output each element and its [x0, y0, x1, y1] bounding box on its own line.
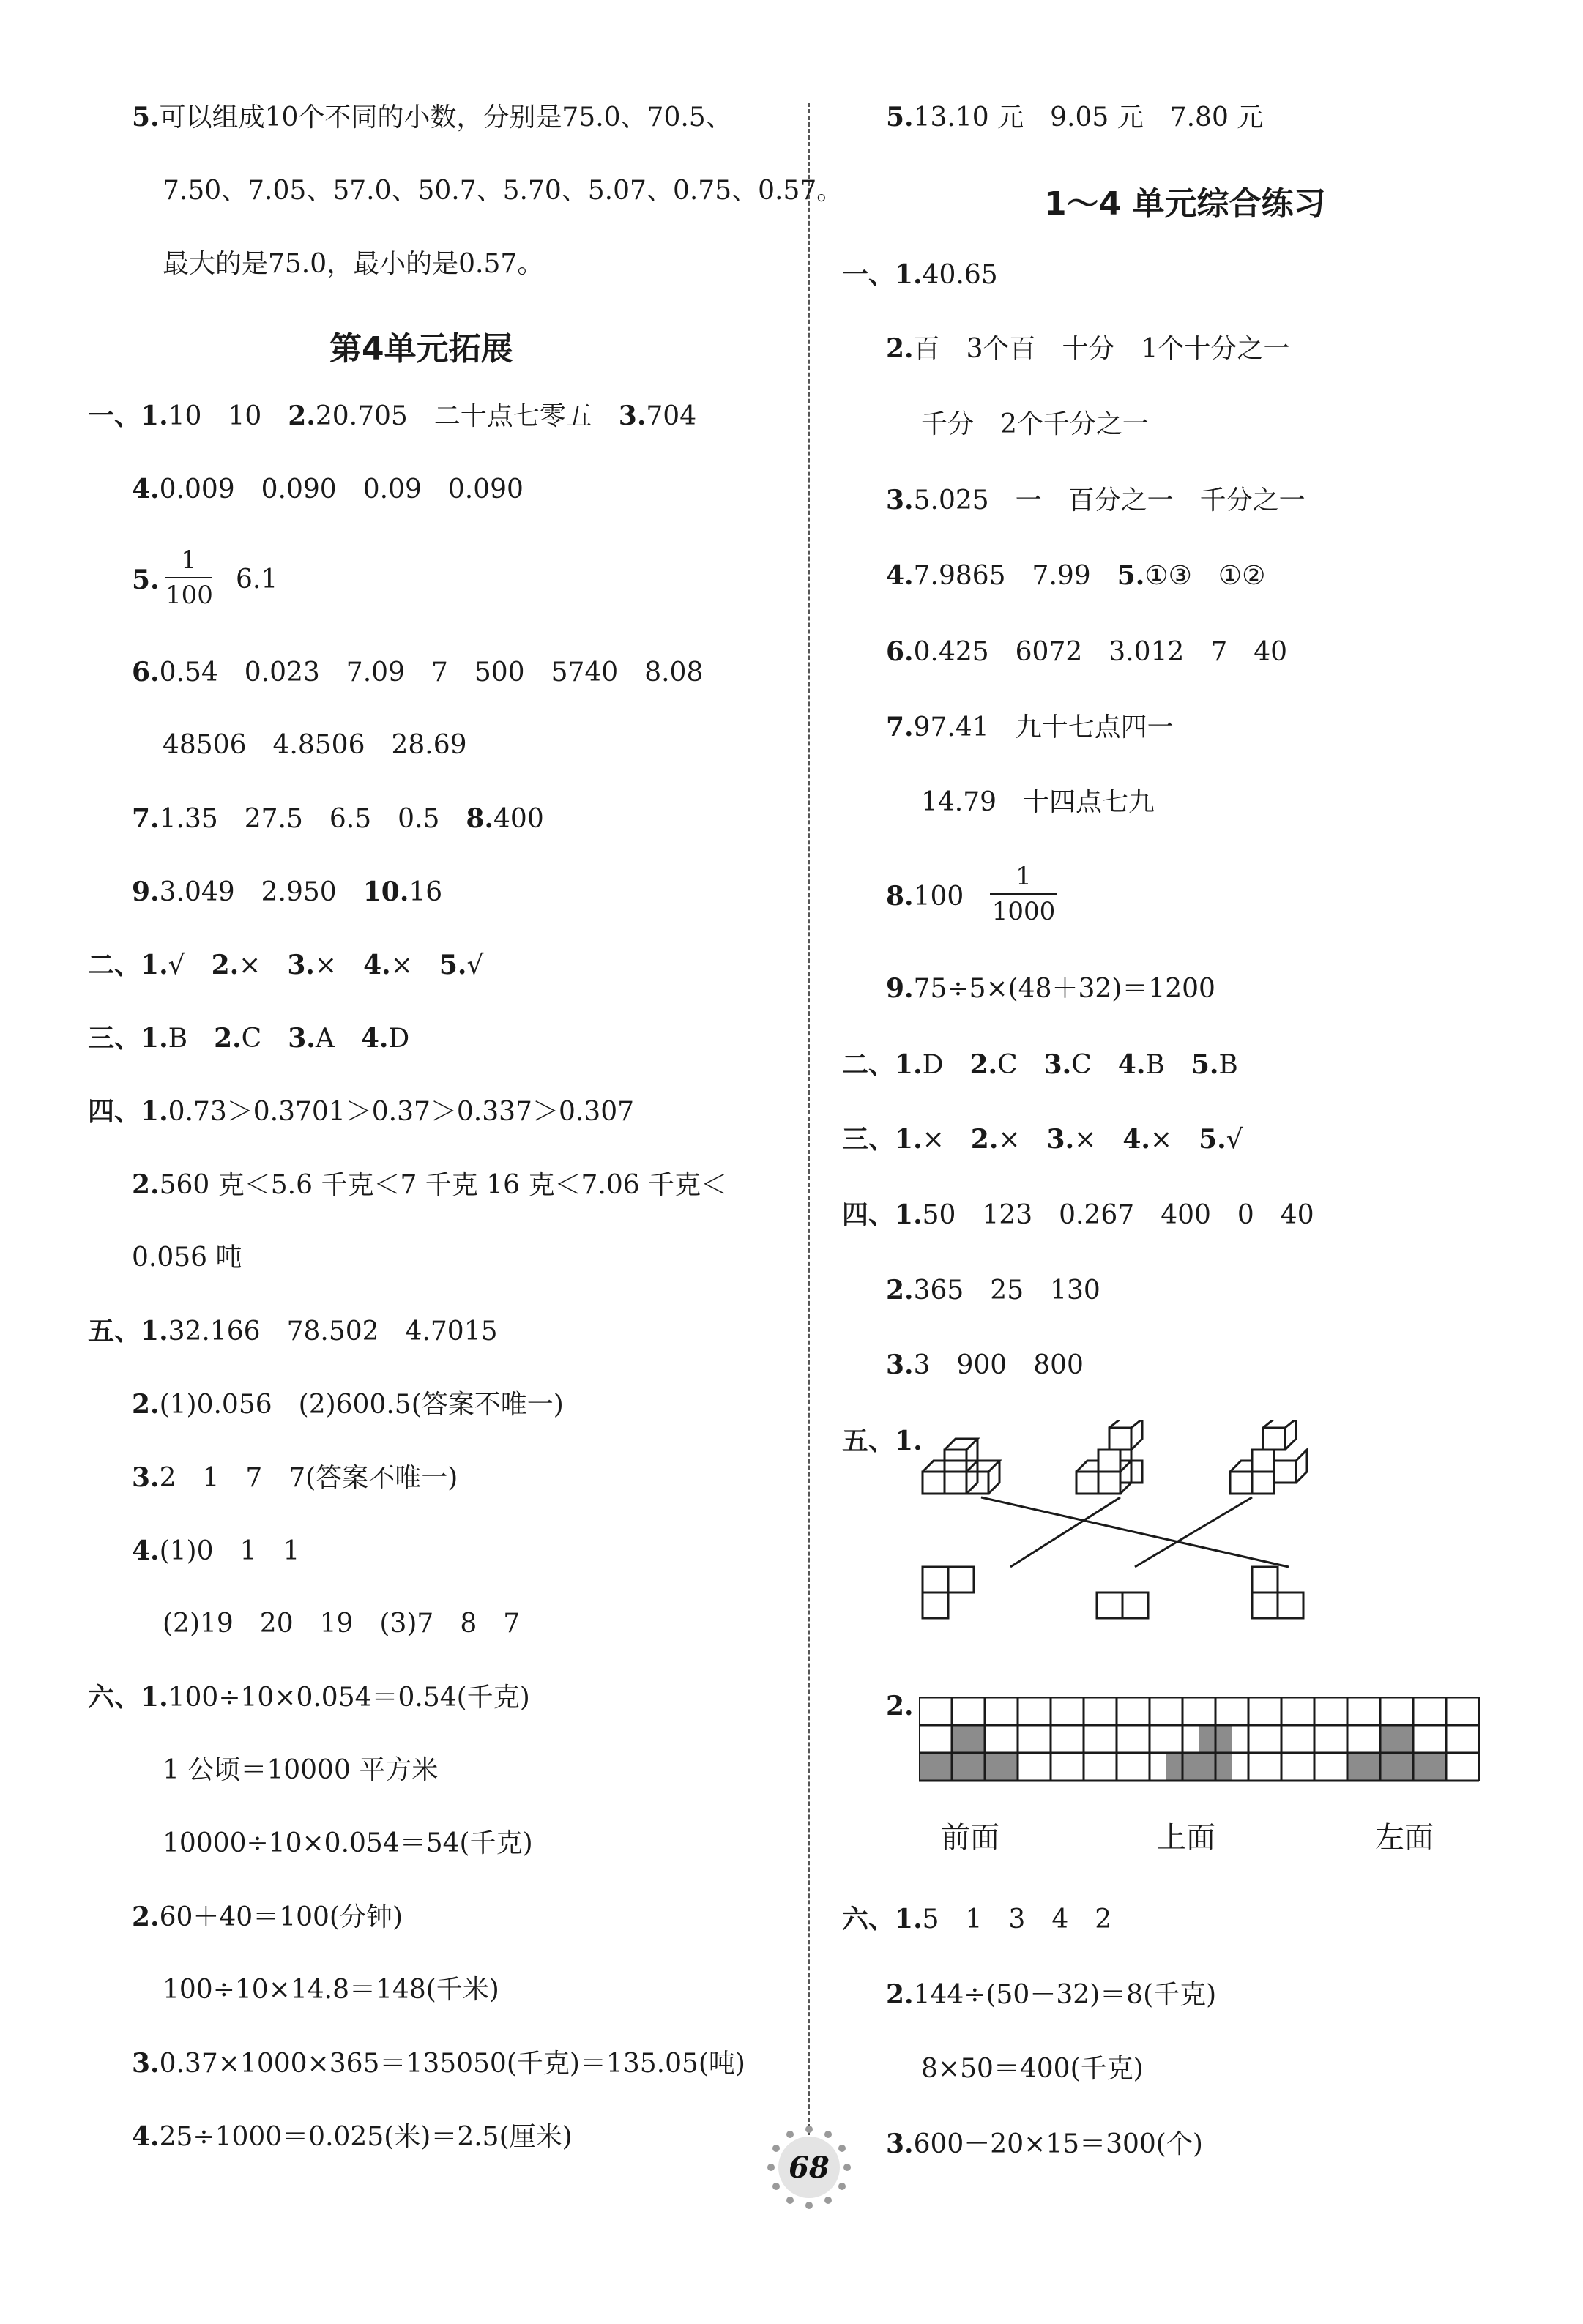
r-s5-label-2: 2. [886, 1691, 914, 1721]
left-shaded-cell-top [1380, 1725, 1413, 1753]
s5-line-3: 3.2 1 7 7(答案不唯一) [132, 1462, 458, 1493]
s4-line-2: 2.560 克＜5.6 千克＜7 千克 16 克＜7.06 千克＜ [132, 1169, 728, 1200]
r-s1-q8: 8.100 [886, 881, 964, 912]
s4-line-1: 四、1.0.73＞0.3701＞0.37＞0.337＞0.307 [88, 1096, 635, 1127]
s1-line-5: 48506 4.8506 28.69 [163, 730, 467, 760]
match-line-3 [1135, 1497, 1252, 1567]
r-s6-line-3: 8×50＝400(千克) [921, 2054, 1144, 2084]
caption-left: 左面 [1375, 1821, 1434, 1855]
s1-q5-fraction: 1 100 [165, 545, 213, 610]
caption-top: 上面 [1157, 1821, 1215, 1855]
s5-line-1: 五、1.32.166 78.502 4.7015 [88, 1316, 498, 1347]
r-s1-line-3: 千分 2个千分之一 [921, 409, 1149, 439]
intro-line-3: 最大的是75.0，最小的是0.57。 [163, 249, 544, 279]
front-shaded-cell-top [952, 1725, 985, 1753]
s1-line-7: 9.3.049 2.950 10.16 [132, 876, 443, 907]
r-s4-line-3: 3.3 900 800 [886, 1349, 1084, 1380]
s6-line-1: 六、1.100÷10×0.054＝0.54(千克) [88, 1682, 530, 1713]
heading-units-1-4-review: 1～4 单元综合练习 [1044, 185, 1326, 223]
s1-line-2: 4.0.009 0.090 0.09 0.090 [132, 474, 524, 504]
s6-line-5: 100÷10×14.8＝148(千米) [163, 1975, 499, 2005]
intro-line-1: 5.可以组成10个不同的小数，分别是75.0、70.5、 [132, 102, 732, 133]
r-s6-line-2: 2.144÷(50－32)＝8(千克) [886, 1979, 1217, 2010]
r-s3-line: 三、1.× 2.× 3.× 4.× 5.√ [842, 1124, 1243, 1155]
s5-line-5: (2)19 20 19 (3)7 8 7 [163, 1609, 521, 1639]
cube-cluster-3 [1230, 1420, 1307, 1494]
r-s1-line-2: 2.百 3个百 十分 1个十分之一 [886, 333, 1290, 364]
intro-line-2: 7.50、7.05、57.0、50.7、5.70、5.07、0.75、0.57。 [163, 176, 843, 206]
r-s6-line-4: 3.600－20×15＝300(个) [886, 2129, 1203, 2159]
left-shaded-cells-row [1347, 1753, 1446, 1781]
page-number-badge [765, 2123, 853, 2211]
heading-unit4-extension: 第4单元拓展 [329, 330, 513, 368]
r-s1-line-4: 3.5.025 一 百分之一 千分之一 [886, 485, 1305, 515]
r-s1-line-1: 一、1.40.65 [842, 259, 998, 290]
r-s1-q8-fraction: 1 1000 [990, 864, 1057, 924]
caption-front: 前面 [941, 1821, 999, 1855]
r-s2-line: 二、1.D 2.C 3.C 4.B 5.B [842, 1049, 1238, 1080]
s6-line-7: 4.25÷1000＝0.025(米)＝2.5(厘米) [132, 2121, 573, 2152]
view-shape-1 [923, 1567, 974, 1618]
s1-q5-value: 6.1 [236, 565, 278, 595]
s3-line: 三、1.B 2.C 3.A 4.D [88, 1023, 410, 1054]
s2-line: 二、1.√ 2.× 3.× 4.× 5.√ [88, 950, 484, 980]
cube-matching-diagram [908, 1420, 1318, 1662]
s1-q5-label: 5. [132, 565, 160, 595]
top-shaded-cells-row [1166, 1753, 1232, 1781]
s6-line-4: 2.60＋40＝100(分钟) [132, 1902, 403, 1932]
s5-line-2: 2.(1)0.056 (2)600.5(答案不唯一) [132, 1389, 564, 1420]
s6-line-6: 3.0.37×1000×365＝135050(千克)＝135.05(吨) [132, 2048, 745, 2079]
column-divider [808, 103, 810, 2175]
s1-line-6: 7.1.35 27.5 6.5 0.5 8.400 [132, 803, 544, 834]
r-s6-line-1: 六、1.5 1 3 4 2 [842, 1904, 1112, 1934]
r-s1-line-6: 6.0.425 6072 3.012 7 40 [886, 636, 1288, 667]
r-s1-line-5: 4.7.9865 7.99 5.①③ ①② [886, 560, 1266, 591]
page-number: 68 [789, 2150, 830, 2185]
cube-cluster-2 [1076, 1420, 1142, 1494]
view-grid [919, 1697, 1490, 1814]
view-shape-3 [1252, 1567, 1303, 1618]
r-s1-line-10: 9.75÷5×(48＋32)＝1200 [886, 973, 1215, 1004]
r-s4-line-1: 四、1.50 123 0.267 400 0 40 [842, 1199, 1314, 1230]
s1-line-4: 6.0.54 0.023 7.09 7 500 5740 8.08 [132, 657, 704, 688]
s6-line-3: 10000÷10×0.054＝54(千克) [163, 1828, 533, 1858]
r-s1-line-7: 7.97.41 九十七点四一 [886, 712, 1174, 742]
s1-line-1: 一、1.10 10 2.20.705 二十点七零五 3.704 [88, 401, 697, 431]
s5-line-4: 4.(1)0 1 1 [132, 1535, 300, 1566]
s6-line-2: 1 公顷＝10000 平方米 [163, 1755, 439, 1785]
r-s5-label-1: 五、1. [842, 1426, 923, 1456]
s4-line-3: 0.056 吨 [132, 1243, 242, 1273]
r-top-line: 5.13.10 元 9.05 元 7.80 元 [886, 102, 1264, 133]
view-shape-2 [1097, 1593, 1148, 1618]
cube-cluster-1 [923, 1439, 999, 1494]
r-s4-line-2: 2.365 25 130 [886, 1275, 1100, 1306]
front-shaded-cells-row [919, 1753, 1018, 1781]
r-s1-line-8: 14.79 十四点七九 [921, 787, 1155, 817]
